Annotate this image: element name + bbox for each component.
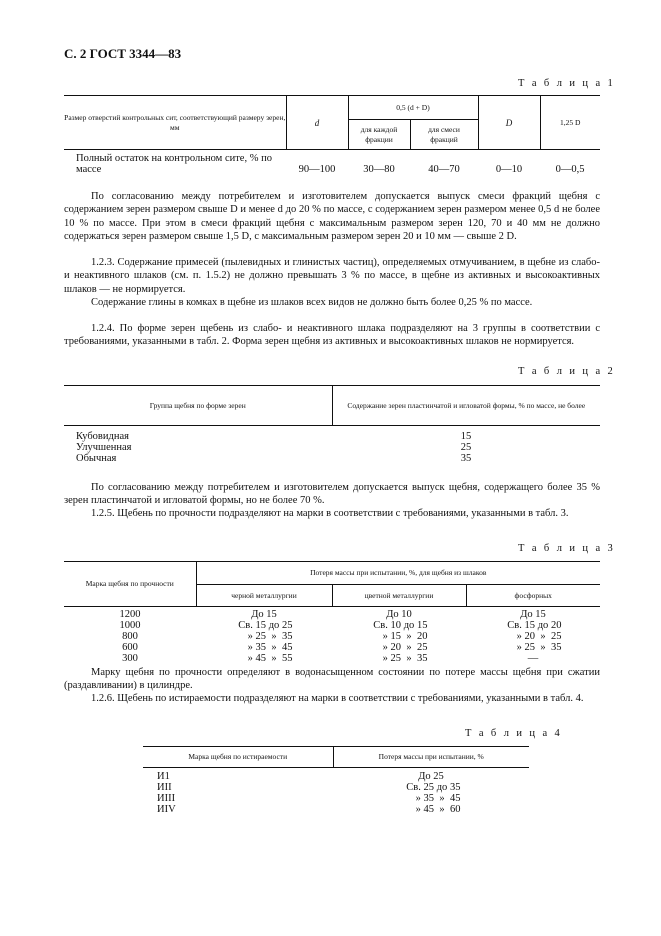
- range-part: Св. 25: [406, 782, 434, 793]
- paragraph-1-2-3: 1.2.3. Содержание примесей (пылевидных и глинистых частиц), определяемых отмучиванием, в щебне из слабо- и неактивного шлаков (см. п. 1.5.2) не должно превышать 3 % по массе, в щебне из активных и высокоактивных шлаков — не нормируется.: [64, 257, 600, 295]
- range-part: » 35: [247, 642, 266, 653]
- table-row: [143, 793, 529, 804]
- range-part: »: [271, 642, 277, 653]
- range-part: До 15: [520, 609, 546, 620]
- table1-cell: 0—10: [495, 163, 523, 175]
- range-part: » 25: [516, 642, 535, 653]
- table3-value: [196, 631, 332, 642]
- table1-cell: 0—0,5: [555, 163, 585, 175]
- table2-label: Т а б л и ц а 2: [518, 366, 616, 377]
- table3-value: [332, 653, 466, 664]
- range-part: 45: [282, 642, 293, 653]
- table4-mark: ИII: [157, 782, 172, 793]
- table3-value: [466, 653, 600, 664]
- table2-row-value: 35: [460, 453, 472, 464]
- range-part: До 15: [251, 609, 277, 620]
- range-part: » 15: [382, 631, 401, 642]
- table3-value: [332, 607, 466, 621]
- table1-col-d: d: [286, 96, 348, 150]
- range-part: до: [436, 782, 448, 793]
- table3-mark: 800: [122, 631, 138, 642]
- table3-value: [196, 642, 332, 653]
- table2-row-name: Обычная: [76, 453, 117, 464]
- table3-mark: 1000: [119, 620, 141, 631]
- range-part: »: [406, 631, 412, 642]
- table4-mark: ИIII: [157, 793, 176, 804]
- table1-col-each: для каждой фракции: [348, 120, 410, 150]
- paragraph-clay-content: Содержание глины в комках в щебне из шлаков всех видов не должно быть более 0,25 % по массе.: [91, 297, 533, 308]
- table1-col-mix: для смеси фракций: [410, 120, 478, 150]
- range-part: 45: [450, 793, 461, 804]
- range-part: » 45: [415, 804, 434, 815]
- table2-col-content: Содержание зерен пластинчатой и игловатой формы, % по массе, не более: [332, 386, 600, 426]
- table3-mark: 600: [122, 642, 138, 653]
- table4-col-mark: Марка щебня по истираемости: [143, 747, 333, 768]
- table-row: [143, 804, 529, 815]
- paragraph-1-2-6: 1.2.6. Щебень по истираемости подразделяют на марки в соответствии с требованиями, указанными в табл. 4.: [91, 693, 584, 704]
- range-part: » 20: [382, 642, 401, 653]
- range-part: 25: [551, 631, 562, 642]
- range-part: »: [540, 642, 546, 653]
- range-part: —: [527, 653, 539, 664]
- range-part: »: [271, 631, 277, 642]
- range-part: »: [439, 793, 445, 804]
- table3-value: [466, 631, 600, 642]
- range-part: »: [439, 804, 445, 815]
- table3-col-loss: Потеря массы при испытании, %, для щебня из шлаков: [196, 562, 600, 585]
- paragraph-1-2-4: 1.2.4. По форме зерен щебень из слабо- и неактивного шлака подразделяют на 3 группы в соответствии с требованиями, указанными в табл. 2. Форма зерен щебня из активных и высокоактивных шлаков не нормируется.: [64, 323, 600, 348]
- range-part: 55: [282, 653, 293, 664]
- paragraph-flaky-grains: По согласованию между потребителем и изготовителем допускается выпуск щебня, содержащего более 35 % зерен пластинчатой и игловатой формы, но не более 70 %.: [64, 482, 600, 507]
- table1: [64, 95, 600, 178]
- page-header: С. 2 ГОСТ 3344—83: [64, 46, 182, 61]
- table1-label: Т а б л и ц а 1: [518, 78, 616, 89]
- table3-col-color: цветной металлургии: [332, 585, 466, 607]
- table3-value: [332, 620, 466, 631]
- range-part: 20: [551, 620, 562, 631]
- table-row: [64, 607, 600, 621]
- range-part: 25: [282, 620, 293, 631]
- table2-col-group: Группа щебня по форме зерен: [64, 386, 332, 426]
- table3-mark: 300: [122, 653, 138, 664]
- table1-col-D: D: [478, 96, 540, 150]
- table3-value: [466, 642, 600, 653]
- range-part: 35: [450, 782, 461, 793]
- table2: [64, 385, 600, 464]
- paragraph-mix-fractions: По согласованию между потребителем и изготовителем допускается выпуск смеси фракций щебня с содержанием зерен размером свыше D и менее d до 20 % по массе, с содержанием зерен размером менее 0,5 d не более 10 % по массе. При этом в смеси фракций щебня с максимальным размером зерен 120, 70 и 40 мм не должно содержаться зерен размером свыше 1,5 D, с максимальным размером зерен 20 и 10 мм — свыше 2 D.: [64, 191, 600, 242]
- table4-value: [333, 782, 529, 793]
- range-part: » 20: [516, 631, 535, 642]
- table3-value: [196, 653, 332, 664]
- table3-mark: 1200: [119, 609, 141, 620]
- table3-col-phos: фосфорных: [466, 585, 600, 607]
- range-part: Св. 15: [238, 620, 266, 631]
- range-part: »: [406, 642, 412, 653]
- paragraph-1-2-5: 1.2.5. Щебень по прочности подразделяют на марки в соответствии с требованиями, указанными в табл. 3.: [91, 508, 569, 519]
- table2-row-value: 25: [460, 442, 472, 453]
- range-part: 25: [417, 642, 428, 653]
- table3: [64, 561, 600, 664]
- table1-cell: 90—100: [298, 163, 336, 175]
- range-part: до: [403, 620, 415, 631]
- table-row: [143, 768, 529, 783]
- table4-mark: И1: [157, 771, 170, 782]
- table4-value: [333, 793, 529, 804]
- table3-value: [466, 607, 600, 621]
- table1-cell: 30—80: [363, 163, 395, 175]
- table1-col-size: Размер отверстий контрольных сит, соответствующий размеру зерен, мм: [64, 96, 286, 150]
- table3-label: Т а б л и ц а 3: [518, 543, 616, 554]
- table4-col-loss: Потеря массы при испытании, %: [333, 747, 529, 768]
- table4: [143, 746, 529, 815]
- table3-value: [196, 607, 332, 621]
- table2-row-name: Улучшенная: [76, 442, 132, 453]
- range-part: До 25: [418, 771, 444, 782]
- table-row: [64, 620, 600, 631]
- table3-col-black: черной металлургии: [196, 585, 332, 607]
- table-row: [64, 642, 600, 653]
- range-part: 35: [282, 631, 293, 642]
- range-part: 35: [551, 642, 562, 653]
- range-part: »: [271, 653, 277, 664]
- table3-value: [466, 620, 600, 631]
- range-part: Св. 15: [507, 620, 535, 631]
- table2-row-value: 15: [460, 431, 472, 442]
- range-part: до: [268, 620, 280, 631]
- table-row: [64, 653, 600, 664]
- table1-cell: 40—70: [428, 163, 460, 175]
- table1-col-125: 1,25 D: [540, 96, 600, 150]
- range-part: » 25: [382, 653, 401, 664]
- range-part: 35: [417, 653, 428, 664]
- table4-mark: ИIV: [157, 804, 176, 815]
- range-part: »: [540, 631, 546, 642]
- table1-col-group: 0,5 (d + D): [348, 96, 478, 120]
- table3-value: [196, 620, 332, 631]
- range-part: » 25: [247, 631, 266, 642]
- table3-value: [332, 642, 466, 653]
- range-part: »: [406, 653, 412, 664]
- paragraph-strength-mark: Марку щебня по прочности определяют в водонасыщенном состоянии по потере массы щебня при сжатии (раздавливании) в цилиндре.: [64, 667, 600, 692]
- range-part: до: [537, 620, 549, 631]
- table3-value: [332, 631, 466, 642]
- table-row: [64, 631, 600, 642]
- table4-label: Т а б л и ц а 4: [465, 728, 563, 739]
- range-part: 60: [450, 804, 461, 815]
- range-part: 15: [417, 620, 428, 631]
- table1-row-label: Полный остаток на контрольном сите, % по массе: [76, 153, 272, 175]
- table4-value: [333, 768, 529, 783]
- table2-row-name: Кубовидная: [76, 431, 129, 442]
- range-part: До 10: [386, 609, 412, 620]
- range-part: Св. 10: [373, 620, 401, 631]
- table-row: [143, 782, 529, 793]
- range-part: » 45: [247, 653, 266, 664]
- range-part: 20: [417, 631, 428, 642]
- table3-col-mark: Марка щебня по прочности: [64, 562, 196, 607]
- range-part: » 35: [415, 793, 434, 804]
- table4-value: [333, 804, 529, 815]
